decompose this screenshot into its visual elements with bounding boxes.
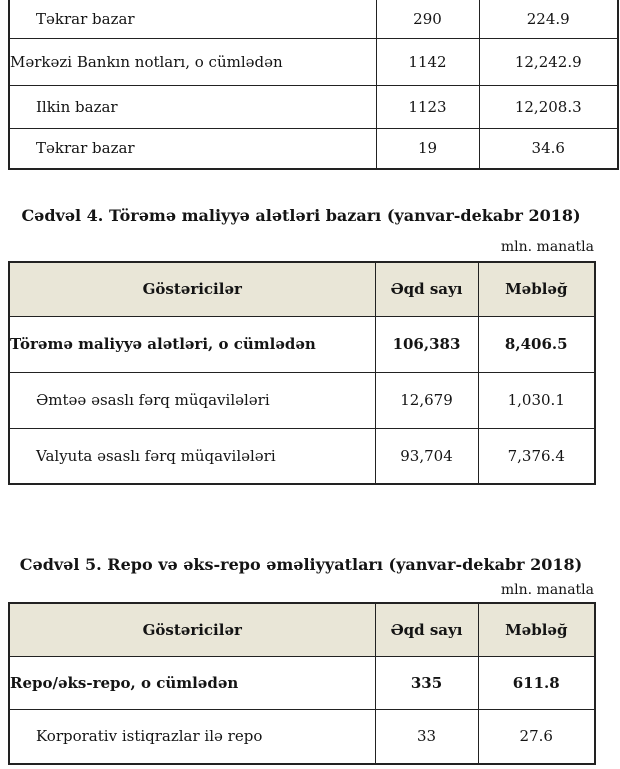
header-deal-count: Əqd sayı [375, 603, 478, 656]
table-row [9, 656, 595, 709]
deal-count-cell: 1142 [376, 38, 479, 85]
table-row [9, 38, 618, 85]
deal-count-cell: 33 [375, 709, 478, 764]
table4-unit-label: mln. manatla [500, 239, 594, 255]
amount-cell: 34.6 [479, 128, 618, 169]
table-row [9, 85, 618, 128]
header-row [9, 603, 595, 656]
table-body [9, 656, 595, 764]
header-amount: Məbləğ [478, 262, 595, 316]
indicator-cell: Ilkin bazar [9, 85, 376, 128]
table-row [9, 709, 595, 764]
deal-count-cell: 93,704 [375, 428, 478, 484]
indicator-cell: Təkrar bazar [9, 128, 376, 169]
indicator-cell: Əmtəə əsaslı fərq müqavilələri [9, 372, 375, 428]
table4-derivatives-market [8, 261, 596, 485]
table-row [9, 0, 618, 38]
deal-count-cell: 12,679 [375, 372, 478, 428]
table5-unit-label: mln. manatla [500, 582, 594, 598]
deal-count-cell: 335 [375, 656, 478, 709]
table-row [9, 128, 618, 169]
indicator-cell: Mərkəzi Bankın notları, o cümlədən [9, 38, 376, 85]
table-body [9, 316, 595, 484]
deal-count-cell: 1123 [376, 85, 479, 128]
header-deal-count: Əqd sayı [375, 262, 478, 316]
table4-title: Cədvəl 4. Törəmə maliyyə alətləri bazarı (yanvar-dekabr 2018) [21, 206, 581, 225]
table5-repo-operations [8, 602, 596, 765]
table-securities-continued [8, 0, 619, 170]
header-amount: Məbləğ [478, 603, 595, 656]
indicator-cell: Korporativ istiqrazlar ilə repo [9, 709, 375, 764]
table-body [9, 0, 618, 169]
table-row [9, 316, 595, 372]
indicator-cell: Təkrar bazar [9, 0, 376, 38]
deal-count-cell: 290 [376, 0, 479, 38]
table-header [9, 262, 595, 316]
amount-cell: 7,376.4 [478, 428, 595, 484]
amount-cell: 224.9 [479, 0, 618, 38]
deal-count-cell: 19 [376, 128, 479, 169]
amount-cell: 8,406.5 [478, 316, 595, 372]
header-indicators: Göstəricilər [9, 262, 375, 316]
indicator-cell: Valyuta əsaslı fərq müqavilələri [9, 428, 375, 484]
amount-cell: 611.8 [478, 656, 595, 709]
table-header [9, 603, 595, 656]
table5-title: Cədvəl 5. Repo və əks-repo əməliyyatları (yanvar-dekabr 2018) [19, 555, 583, 574]
amount-cell: 12,208.3 [479, 85, 618, 128]
indicator-cell: Törəmə maliyyə alətləri, o cümlədən [9, 316, 375, 372]
amount-cell: 27.6 [478, 709, 595, 764]
deal-count-cell: 106,383 [375, 316, 478, 372]
header-indicators: Göstəricilər [9, 603, 375, 656]
table-row [9, 428, 595, 484]
header-row [9, 262, 595, 316]
amount-cell: 12,242.9 [479, 38, 618, 85]
table-row [9, 372, 595, 428]
amount-cell: 1,030.1 [478, 372, 595, 428]
indicator-cell: Repo/əks-repo, o cümlədən [9, 656, 375, 709]
